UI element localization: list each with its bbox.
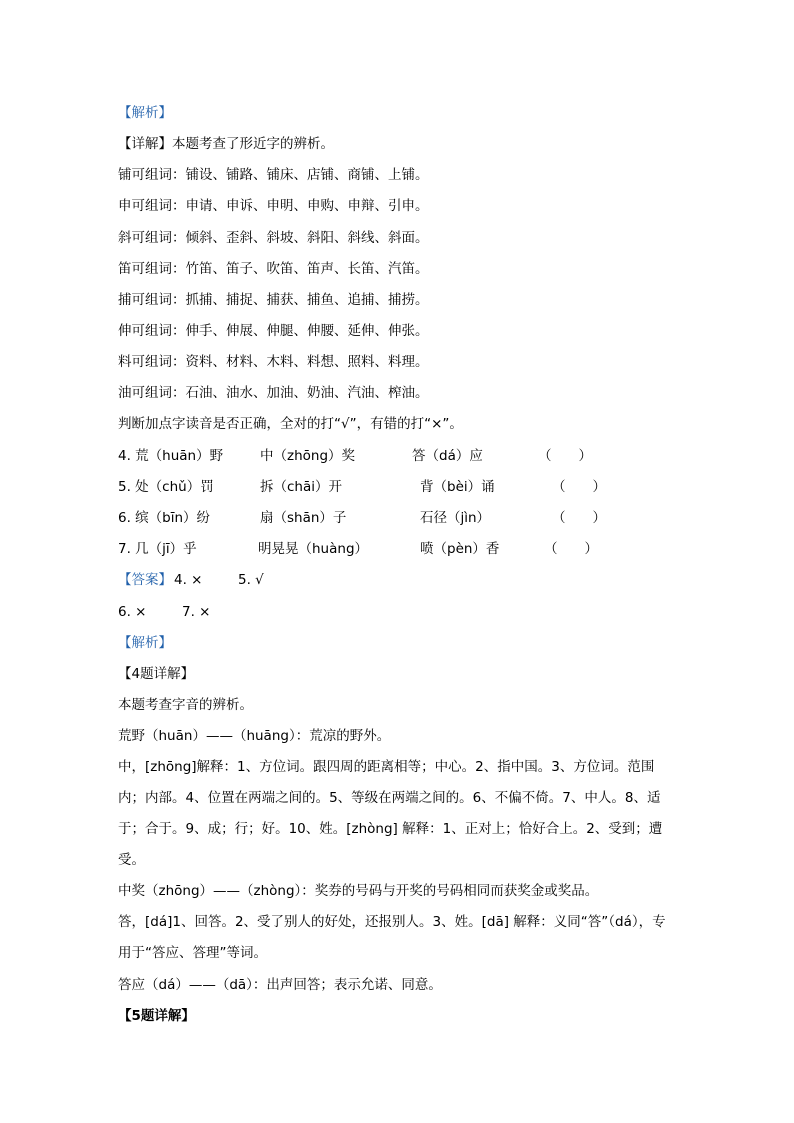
item-word-c: 石径（jìn） [420, 510, 491, 526]
question-instruction: 判断加点字读音是否正确，全对的打“√”，有错的打“×”。 [118, 416, 463, 432]
word-group-line: 申可组词：申请、申诉、申明、申购、申辩、引申。 [118, 198, 429, 214]
detail-intro: 【详解】本题考查了形近字的辨析。 [118, 136, 334, 152]
word-group-line: 斜可组词：倾斜、歪斜、斜坡、斜阳、斜线、斜面。 [118, 230, 429, 246]
explanation-line: 答应（dá）——（dā）：出声回答；表示允诺、同意。 [118, 977, 442, 993]
answer-item: 7. × [182, 604, 211, 620]
word-group-line: 伸可组词：伸手、伸展、伸腿、伸腰、延伸、伸张。 [118, 323, 429, 339]
q5-detail-title: 【5题详解】 [118, 1008, 195, 1024]
item-word-a: 4. 荒（huān）野 [118, 448, 224, 464]
explanation-line: 中奖（zhōng）——（zhòng）：奖券的号码与开奖的号码相同而获奖金或奖品。 [118, 883, 599, 899]
item-word-c: 答（dá）应 [412, 448, 483, 464]
item-word-a: 7. 几（jī）乎 [118, 541, 197, 557]
answer-item: 6. × [118, 604, 147, 620]
explanation-paragraph: 答，[dá]1、回答。2、受了别人的好处，还报别人。3、姓。[dā] 解释：义同“答”（dá），专用于“答应、答理”等词。 [118, 914, 666, 961]
explanation-line: 荒野（huān）——（huāng）：荒凉的野外。 [118, 728, 391, 744]
item-word-b: 扇（shān）子 [260, 510, 347, 526]
answer-blank: （ ） [552, 510, 606, 526]
answer-item: 4. × [174, 572, 203, 588]
explanation-paragraph: 中，[zhōng]解释：1、方位词。跟四周的距离相等；中心。2、指中国。3、方位词。范围内；内部。4、位置在两端之间的。5、等级在两端之间的。6、不偏不倚。7、中人。8、适于；合于。9、成；行；好。10、姓。[zhòng] 解释：1、正对上；恰好合上。2、受到；遭受。 [118, 759, 663, 868]
item-word-c: 背（bèi）诵 [420, 479, 495, 495]
word-group-line: 油可组词：石油、油水、加油、奶油、汽油、榨油。 [118, 385, 429, 401]
item-word-b: 明晃晃（huàng） [258, 541, 369, 557]
q4-detail-title: 【4题详解】 [118, 666, 195, 682]
word-group-line: 笛可组词：竹笛、笛子、吹笛、笛声、长笛、汽笛。 [118, 261, 429, 277]
answer-label: 【答案】 [118, 572, 172, 588]
answer-blank: （ ） [538, 448, 592, 464]
item-word-a: 5. 处（chǔ）罚 [118, 479, 214, 495]
word-group-line: 铺可组词：铺设、铺路、铺床、店铺、商铺、上铺。 [118, 167, 429, 183]
item-word-b: 拆（chāi）开 [260, 479, 343, 495]
jiexi-label: 【解析】 [118, 105, 172, 121]
jiexi-label: 【解析】 [118, 635, 172, 651]
word-group-line: 捕可组词：抓捕、捕捉、捕获、捕鱼、追捕、捕捞。 [118, 292, 429, 308]
q4-intro: 本题考查字音的辨析。 [118, 697, 253, 713]
answer-blank: （ ） [552, 479, 606, 495]
item-word-b: 中（zhōng）奖 [260, 448, 356, 464]
item-word-a: 6. 缤（bīn）纷 [118, 510, 211, 526]
answer-item: 5. √ [238, 572, 264, 588]
word-group-line: 料可组词：资料、材料、木料、料想、照料、料理。 [118, 354, 429, 370]
answer-blank: （ ） [544, 541, 598, 557]
item-word-c: 喷（pèn）香 [420, 541, 500, 557]
